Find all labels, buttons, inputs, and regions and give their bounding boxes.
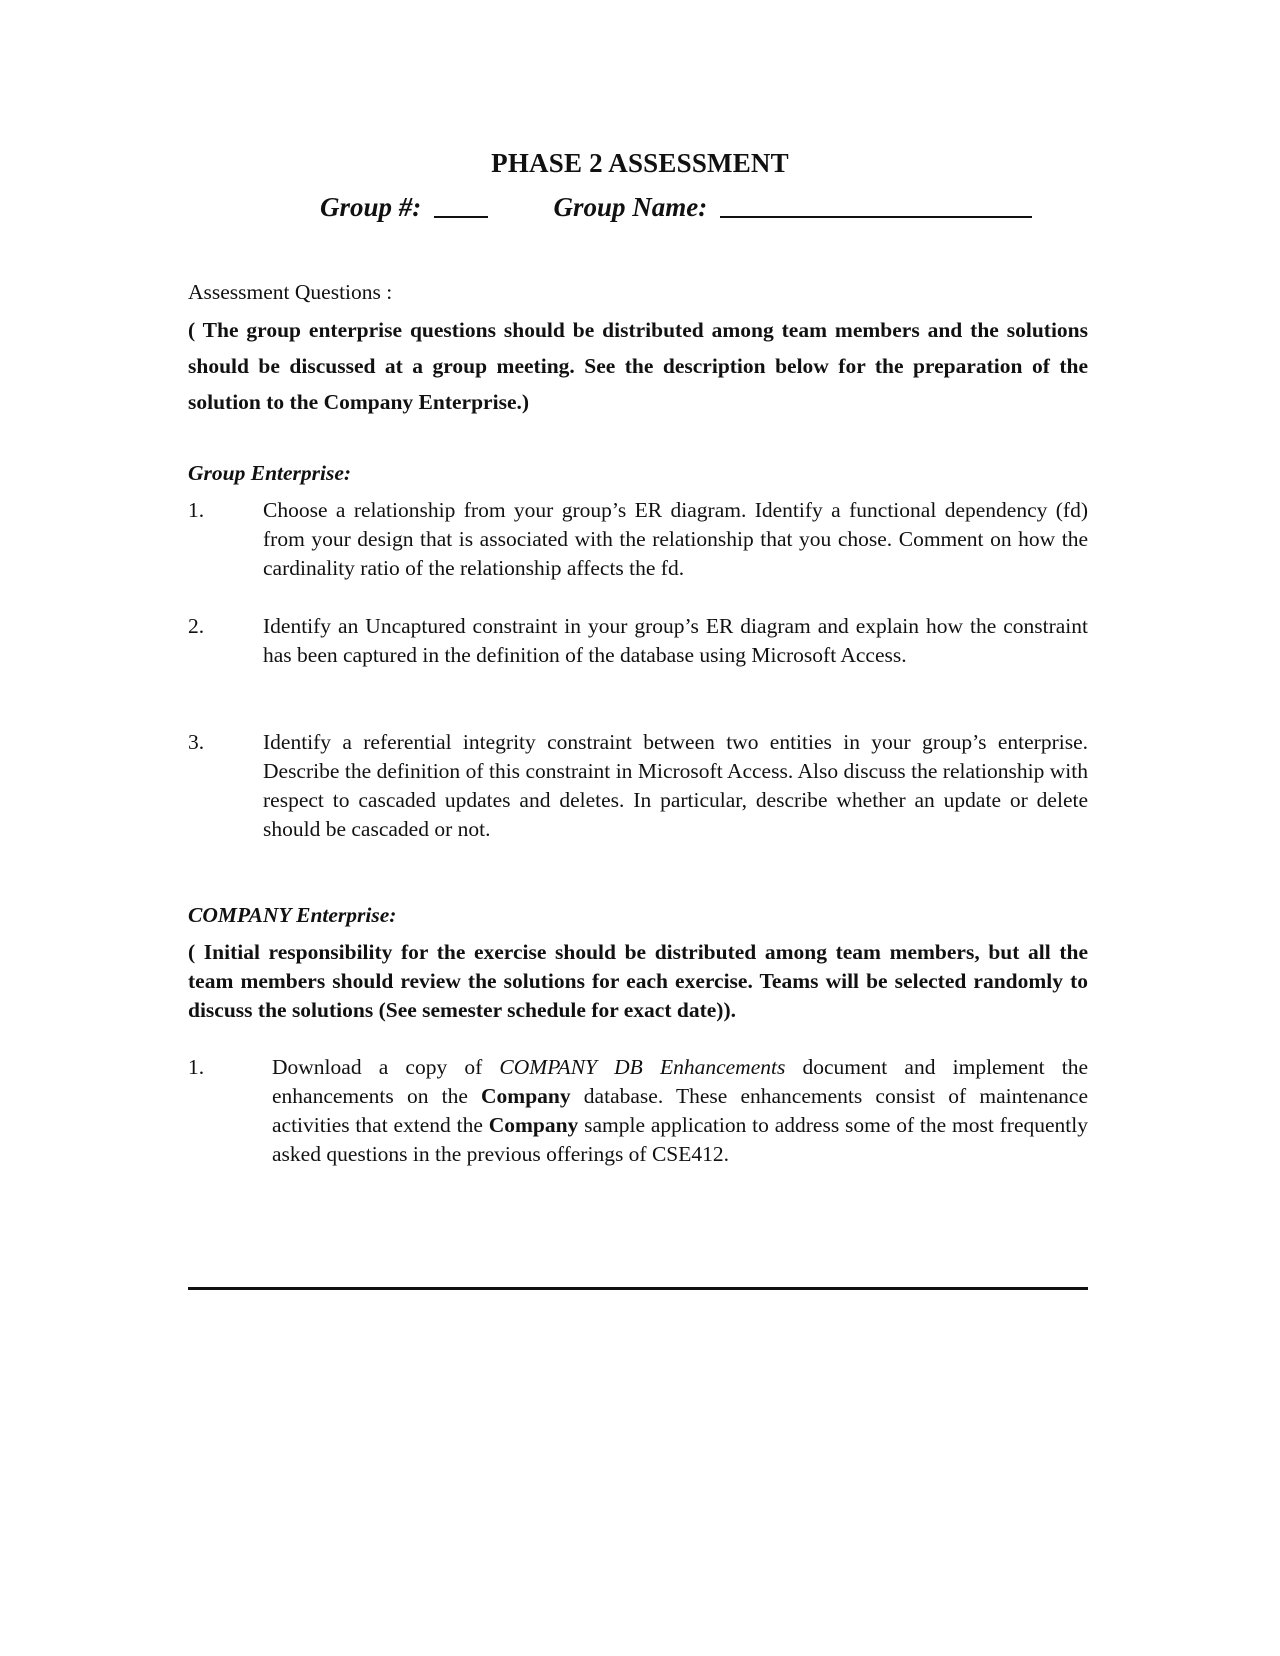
question-number: 2. (188, 614, 205, 638)
group-name-blank (720, 194, 1032, 218)
text-segment: document and implement the enhancements on the (272, 1055, 1088, 1108)
question-text: Identify an Uncaptured constraint in your group’s ER diagram and explain how the constraint has been captured in the definition of the database using Microsoft Access. (263, 614, 1088, 667)
question-number: 1. (188, 1055, 205, 1079)
group-enterprise-question-2 (188, 612, 1088, 670)
company-enterprise-question-1 (188, 1053, 1088, 1169)
group-info-line (320, 192, 1032, 223)
question-number: 1. (188, 498, 205, 522)
page-title: PHASE 2 ASSESSMENT (491, 148, 789, 178)
document-title: COMPANY DB Enhancements (499, 1055, 786, 1079)
assessment-questions-label: Assessment Questions : (188, 280, 393, 304)
group-enterprise-heading: Group Enterprise: (188, 461, 352, 485)
question-text: Choose a relationship from your group’s ER diagram. Identify a functional dependency (fd) from your design that is associated with the relationship that you chose. Comment on how the cardinality ratio of the relationship affects the fd. (263, 498, 1088, 580)
text-segment: sample application to address some of the most frequently asked questions in the previous offerings of CSE412. (272, 1113, 1088, 1166)
company-bold: Company (481, 1084, 571, 1108)
assessment-instructions: ( The group enterprise questions should be distributed among team members and the solutions should be discussed at a group meeting. See the description below for the preparation of the solution to the Company Enterprise.) (188, 318, 1088, 414)
company-enterprise-instructions: ( Initial responsibility for the exercise should be distributed among team members, but all the team members should review the solutions for each exercise. Teams will be selected randomly to discuss the solutions (See semester schedule for exact date)). (188, 940, 1088, 1022)
company-enterprise-heading: COMPANY Enterprise: (188, 903, 397, 927)
group-number-label: Group #: (320, 192, 422, 222)
horizontal-rule (188, 1287, 1088, 1290)
text-segment: database. These enhancements consist of maintenance activities that extend the (272, 1084, 1088, 1137)
company-bold: Company (488, 1113, 579, 1137)
text-segment: Download a copy of (272, 1055, 500, 1079)
group-enterprise-question-3 (188, 728, 1088, 844)
group-enterprise-question-1 (188, 496, 1088, 583)
group-name-label: Group Name: (553, 192, 708, 222)
question-number: 3. (188, 730, 205, 754)
group-number-blank (434, 194, 488, 218)
question-text (272, 1053, 1088, 1169)
question-text: Identify a referential integrity constraint between two entities in your group’s enterprise. Describe the definition of this constraint in Microsoft Access. Also discuss the relationship with respect to cascaded updates and deletes. In particular, describe whether an update or delete should be cascaded or not. (263, 730, 1088, 841)
